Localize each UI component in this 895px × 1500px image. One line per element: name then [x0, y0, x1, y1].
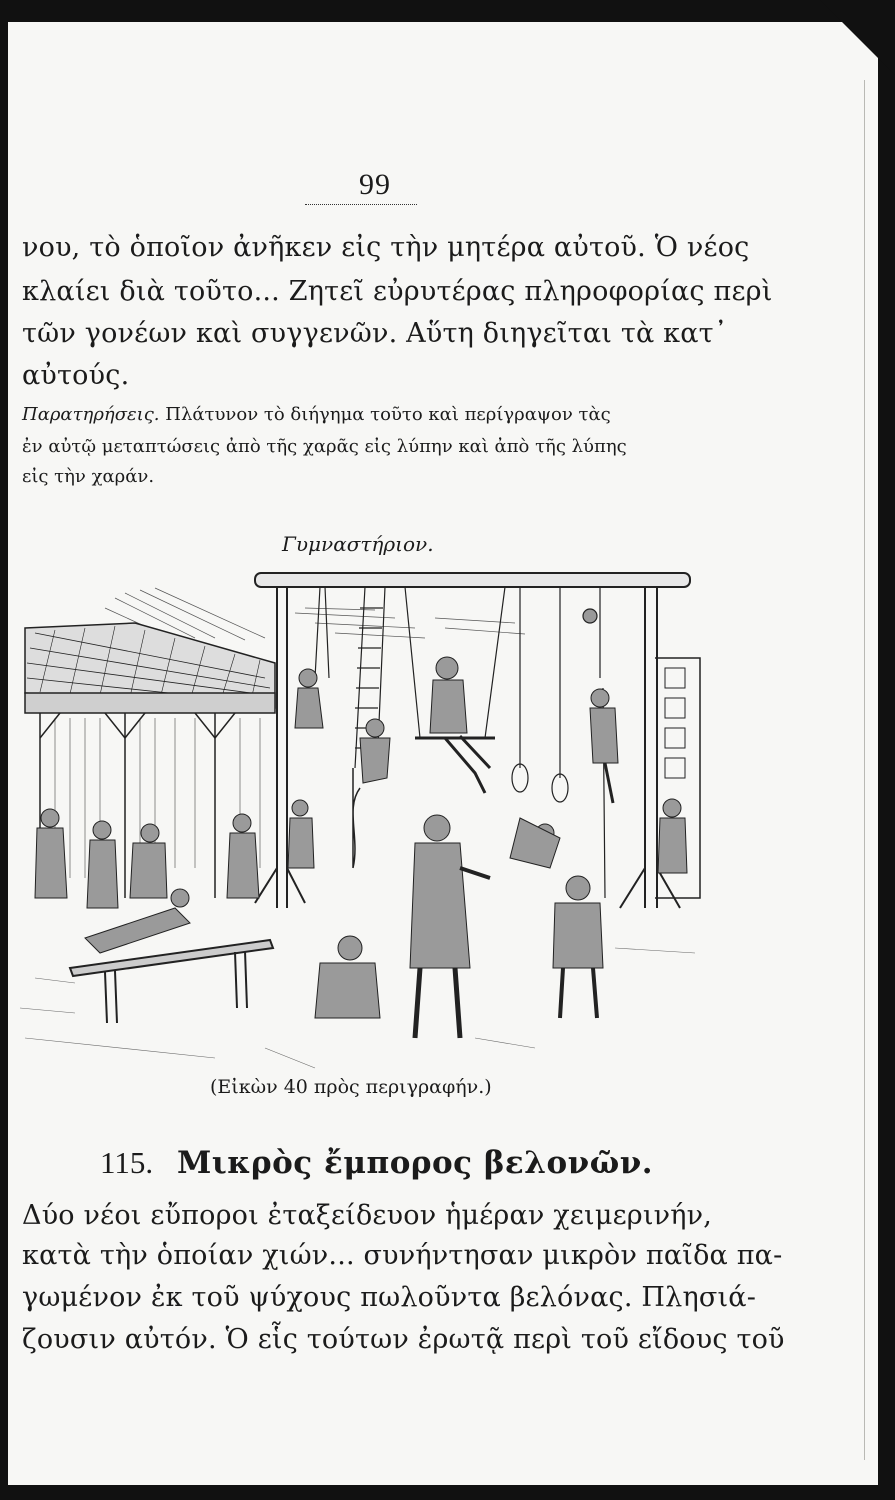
remarks-text-1: Πλάτυνον τὸ διήγημα τοῦτο καὶ περίγραψον τὰς	[165, 404, 611, 425]
remarks-line-3: εἰς τὴν χαράν.	[22, 466, 155, 487]
scan-border-top	[0, 0, 895, 22]
scan-border-bottom	[0, 1485, 895, 1500]
paragraph-line-1: νου, τὸ ὁποῖον ἀνῆκεν εἰς τὴν μητέρα αὐτοῦ. Ὁ νέος	[22, 232, 750, 263]
section-title: Μικρὸς ἔμπορος βελονῶν.	[176, 1145, 654, 1181]
page-number: 99	[359, 168, 391, 201]
body-line-3: γωμένον ἐκ τοῦ ψύχους πωλοῦντα βελόνας. Πλησιά-	[22, 1282, 757, 1313]
gymnasium-illustration	[15, 568, 705, 1078]
remarks-line-2: ἐν αὐτῷ μεταπτώσεις ἀπὸ τῆς χαρᾶς εἰς λύπην καὶ ἀπὸ τῆς λύπης	[22, 436, 627, 457]
body-line-4: ζουσιν αὐτόν. Ὁ εἷς τούτων ἐρωτᾷ περὶ τοῦ εἴδους τοῦ	[22, 1324, 785, 1355]
body-line-2: κατὰ τὴν ὁποίαν χιών... συνήντησαν μικρὸν παῖδα πα-	[22, 1240, 783, 1271]
remarks-label: Παρατηρήσεις.	[22, 404, 160, 425]
remarks-line-1	[22, 404, 611, 425]
page-edge	[846, 80, 865, 1460]
scan-corner	[820, 0, 895, 75]
figure-title: Γυμναστήριον.	[282, 532, 434, 556]
children-figures	[35, 657, 687, 1038]
section-heading	[100, 1145, 653, 1181]
paragraph-line-2: κλαίει διὰ τοῦτο... Ζητεῖ εὐρυτέρας πληροφορίας περὶ	[22, 276, 773, 307]
page-number-rule	[305, 204, 417, 205]
scan-border-right	[878, 0, 895, 1500]
scan-border-left	[0, 0, 8, 1500]
body-line-1: Δύο νέοι εὔποροι ἐταξείδευον ἡμέραν χειμερινήν,	[22, 1200, 713, 1231]
figure-caption: (Εἰκὼν 40 πρὸς περιγραφήν.)	[210, 1076, 492, 1098]
section-number: 115.	[100, 1145, 154, 1180]
paragraph-line-4: αὐτούς.	[22, 360, 130, 391]
paragraph-line-3: τῶν γονέων καὶ συγγενῶν. Αὕτη διηγεῖται τὰ κατ᾿	[22, 318, 728, 349]
